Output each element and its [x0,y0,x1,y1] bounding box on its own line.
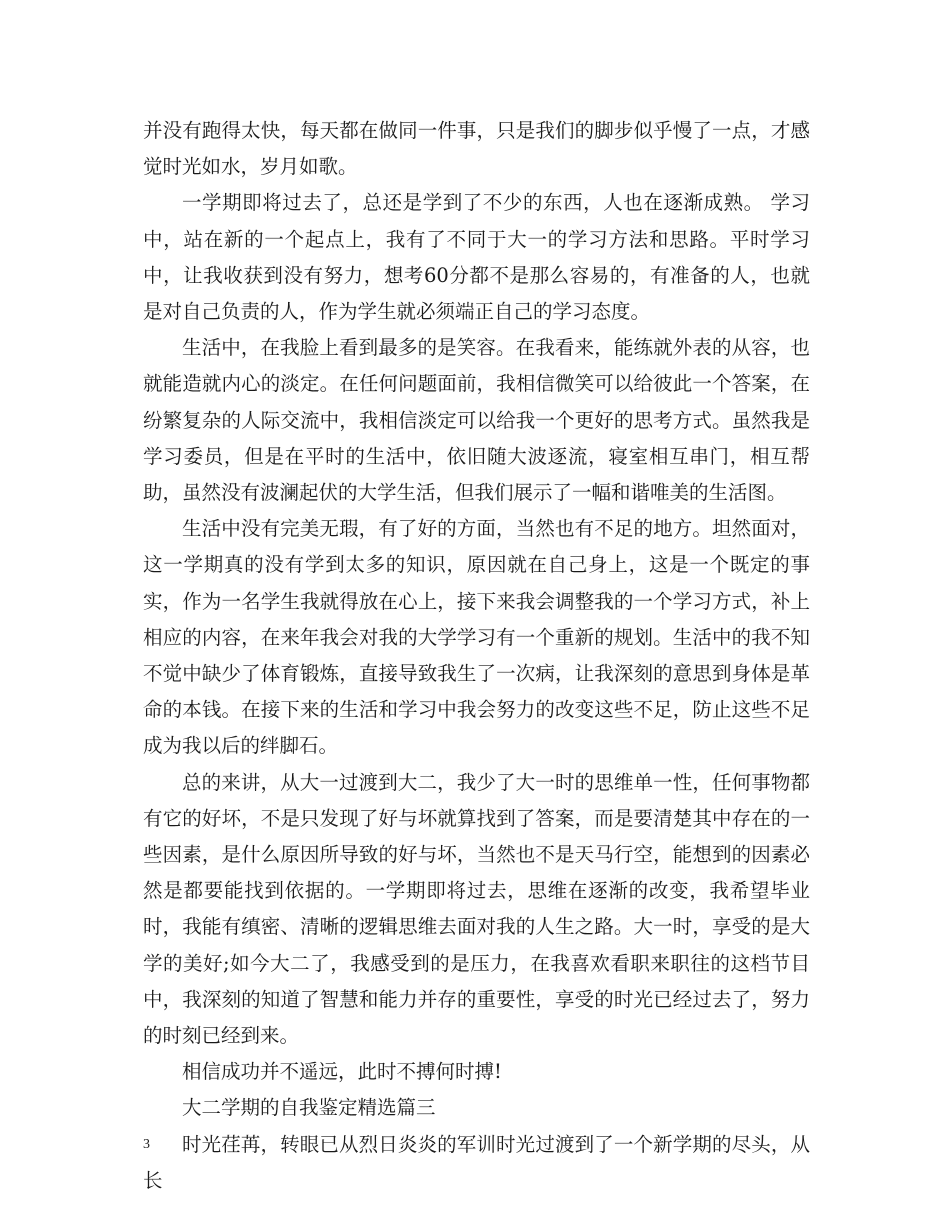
page-number: 3 [143,1137,150,1152]
paragraph: 相信成功并不遥远，此时不搏何时搏! [182,1060,502,1084]
section-heading: 大二学期的自我鉴定精选篇三 [182,1096,436,1120]
paragraph: 总的来讲，从大一过渡到大二，我少了大一时的思维单一性，任何事物都有它的好坏，不是只发现了好与坏就算找到了答案，而是要清楚其中存在的一些因素，是什么原因所导致的好与坏，当然也不是天马行空，能想到的因素必然是都要能找到依据的。一学期即将过去，思维在逐渐的改变，我希望毕业时，我能有缜密、清晰的逻辑思维去面对我的人生之路。大一时，享受的是大学的美好;如今大二了，我感受到的是压力，在我喜欢看职来职往的这档节目中，我深刻的知道了智慧和能力并存的重要性，享受的时光已经过去了，努力的时刻已经到来。 [143,770,810,1048]
paragraph: 一学期即将过去了，总还是学到了不少的东西，人也在逐渐成熟。 学习中，站在新的一个起点上，我有了不同于大一的学习方法和思路。平时学习中，让我收获到没有努力，想考60分都不是那么容易的，有准备的人，也就是对自己负责的人，作为学生就必须端正自己的学习态度。 [143,191,810,324]
paragraph: 生活中没有完美无瑕，有了好的方面，当然也有不足的地方。坦然面对，这一学期真的没有学到太多的知识，原因就在自己身上，这是一个既定的事实，作为一名学生我就得放在心上，接下来我会调整我的一个学习方式，补上相应的内容，在来年我会对我的大学学习有一个重新的规划。生活中的我不知不觉中缺少了体育锻炼，直接导致我生了一次病，让我深刻的意思到身体是革命的本钱。在接下来的生活和学习中我会努力的改变这些不足，防止这些不足成为我以后的绊脚石。 [143,517,810,758]
paragraph: 时光荏苒，转眼已从烈日炎炎的军训时光过渡到了一个新学期的尽头，从长 [143,1132,810,1192]
paragraph: 生活中，在我脸上看到最多的是笑容。在我看来，能练就外表的从容，也就能造就内心的淡定。在任何问题面前，我相信微笑可以给彼此一个答案，在纷繁复杂的人际交流中，我相信淡定可以给我一个更好的思考方式。虽然我是学习委员，但是在平时的生活中，依旧随大波逐流，寝室相互串门，相互帮助，虽然没有波澜起伏的大学生活，但我们展示了一幅和谐唯美的生活图。 [143,336,810,505]
paragraph-continuation: 并没有跑得太快，每天都在做同一件事，只是我们的脚步似乎慢了一点，才感觉时光如水，岁月如歌。 [143,119,810,179]
document-body [143,113,810,1199]
